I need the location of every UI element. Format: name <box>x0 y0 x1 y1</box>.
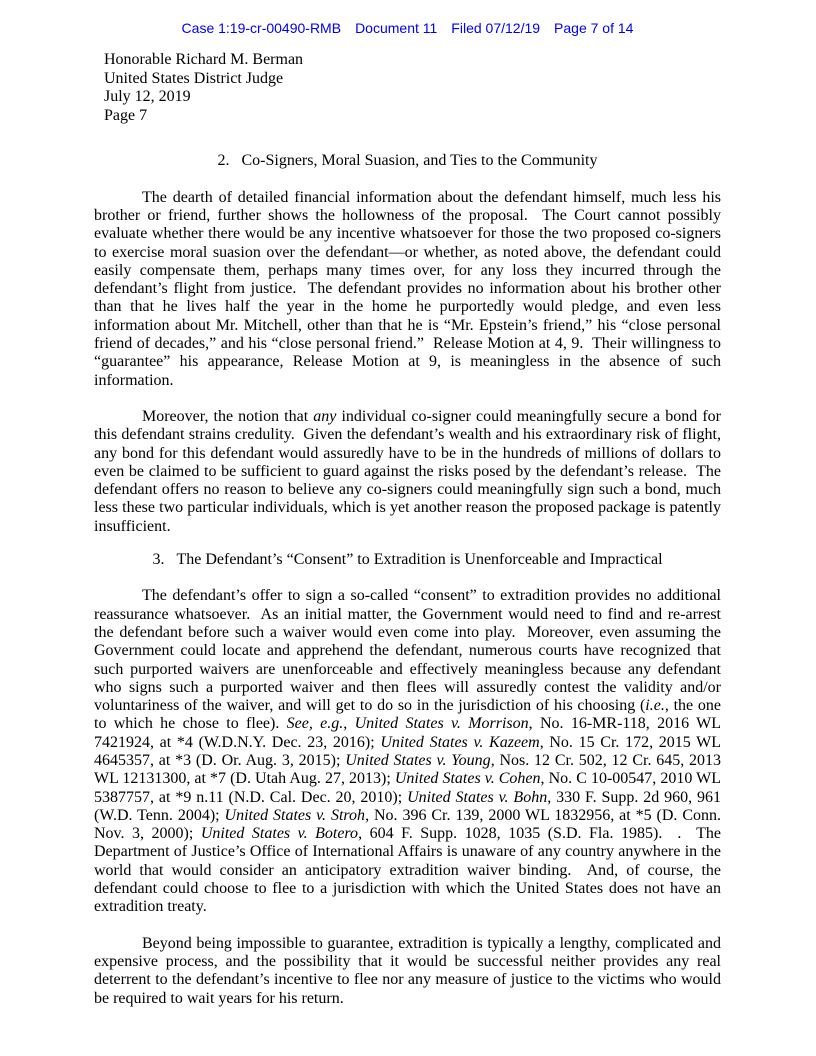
section-heading-3-number: 3. <box>152 551 165 569</box>
address-line-page: Page 7 <box>104 106 148 124</box>
stamp-page-number: Page 7 of 14 <box>554 20 634 36</box>
stamp-case-number: Case 1:19-cr-00490-RMB <box>181 20 342 36</box>
section-heading-2 <box>94 152 721 170</box>
paragraph-extradition-1: The defendant’s offer to sign a so-called “consent” to extradition provides no additional reassurance whatsoever. As an initial matter, the Government would need to find and re-arrest the defendant before such a waiver would even come into play. Moreover, even assuming the Government could locate and apprehend the defendant, numerous courts have recognized that such purported waivers are unenforceable and effectively meaningless because any defendant who signs such a purported waiver and then flees will assuredly contest the validity and/or voluntariness of the waiver, and will get to do so in the jurisdiction of his choosing (i.e., the one to which he chose to flee). See, e.g., United States v. Morrison, No. 16-MR-118, 2016 WL 7421924, at *4 (W.D.N.Y. Dec. 23, 2016); United States v. Kazeem, No. 15 Cr. 172, 2015 WL 4645357, at *3 (D. Or. Aug. 3, 2015); United States v. Young, Nos. 12 Cr. 502, 12 Cr. 645, 2013 WL 12131300, at *7 (D. Utah Aug. 27, 2013); United States v. Cohen, No. C 10-00547, 2010 WL 5387757, at *9 n.11 (N.D. Cal. Dec. 20, 2010); United States v. Bohn, 330 F. Supp. 2d 960, 961 (W.D. Tenn. 2004); United States v. Stroh, No. 396 Cr. 139, 2000 WL 1832956, at *5 (D. Conn. Nov. 3, 2000); United States v. Botero, 604 F. Supp. 1028, 1035 (S.D. Fla. 1985). . The Department of Justice’s Office of International Affairs is unaware of any country anywhere in the world that would consider an anticipatory extradition waiver binding. And, of course, the defendant could choose to flee to a jurisdiction with which the United States does not have an extradition treaty. <box>94 587 722 916</box>
section-heading-3-title: The Defendant’s “Consent” to Extradition is Unenforceable and Impractical <box>176 551 663 569</box>
paragraph-cosigners-2: Moreover, the notion that any individual co-signer could meaningfully secure a bond for this defendant strains credulity. Given the defendant’s wealth and his extraordinary risk of flight, any bond for this defendant would assuredly have to be in the hundreds of millions of dollars to even be claimed to be sufficient to guard against the risks posed by the defendant’s release. The defendant offers no reason to believe any co-signers could meaningfully sign such a bond, much less these two particular individuals, which is yet another reason the proposed package is patently insufficient. <box>94 407 721 535</box>
stamp-filed-date: Filed 07/12/19 <box>451 20 541 36</box>
paragraph-extradition-2: Beyond being impossible to guarantee, extradition is typically a lengthy, complicated and expensive process, and the possibility that it would be successful neither provides any real deterrent to the defendant’s incentive to flee nor any measure of justice to the victims who would be required to wait years for his return. <box>94 934 721 1007</box>
section-heading-2-number: 2. <box>217 152 230 170</box>
section-heading-2-title: Co-Signers, Moral Suasion, and Ties to the Community <box>241 152 598 170</box>
ecf-stamp-header <box>94 20 721 36</box>
address-block <box>104 51 721 125</box>
address-line-title: United States District Judge <box>104 69 284 87</box>
address-line-date: July 12, 2019 <box>104 88 191 106</box>
section-heading-3 <box>94 551 721 569</box>
paragraph-cosigners-1: The dearth of detailed financial information about the defendant himself, much less his brother or friend, further shows the hollowness of the proposal. The Court cannot possibly evaluate whether there would be any incentive whatsoever for those the two proposed co-signers to exercise moral suasion over the defendant—or whether, as noted above, the defendant could easily compensate them, perhaps many times over, for any loss they incurred through the defendant’s flight from justice. The defendant provides no information about his brother other than that he lives half the year in the home he purportedly would pledge, and even less information about Mr. Mitchell, other than that he is “Mr. Epstein’s friend,” his “close personal friend of decades,” and his “close personal friend.” Release Motion at 4, 9. Their willingness to “guarantee” his appearance, Release Motion at 9, is meaningless in the absence of such information. <box>94 188 721 389</box>
stamp-document-number: Document 11 <box>355 20 438 36</box>
address-line-recipient: Honorable Richard M. Berman <box>104 51 304 68</box>
